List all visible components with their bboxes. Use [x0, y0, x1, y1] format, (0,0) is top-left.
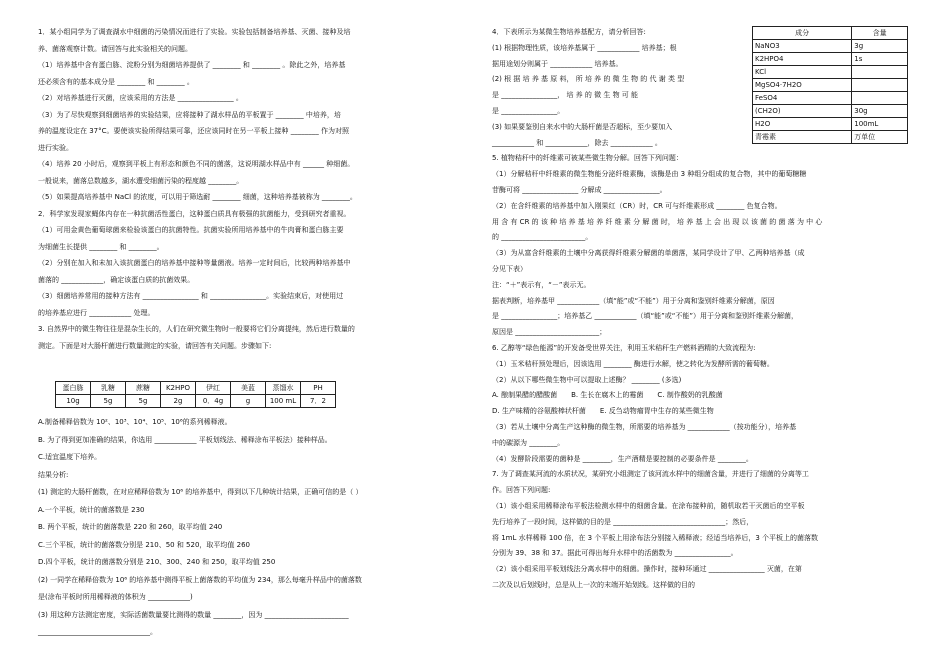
composition-cell: 青霉素	[753, 131, 852, 144]
text-line: 结果分析:	[38, 470, 69, 479]
text-line: B. 为了得到更加准确的结果，你选用 ____________ 平板划线法、稀释涂布平板法）接种样品。	[38, 435, 332, 444]
text-line: 1．某小组同学为了调查湖水中细菌的污染情况而进行了实验。实验包括制备培养基、灭菌、接种及培	[38, 28, 351, 36]
text-line: A.一个平板，统计的菌落数是 230	[38, 505, 145, 514]
text-line: 是 ________________， 培 养 的 微 生 物 可 能	[492, 91, 639, 100]
text-line: (1) 测定的大肠杆菌数，在对应稀释倍数为 10⁶ 的培养基中，得到以下几种统计结果，正确可信的是（ ）	[38, 488, 363, 496]
composition-header-cell: 成分	[753, 27, 852, 40]
text-line: 分见下表）	[492, 265, 527, 273]
text-line: （2）对培养基进行灭菌，应该采用的方法是 ________________ 。	[38, 94, 243, 102]
text-line: ________________________________。	[38, 628, 157, 636]
media-value-cell: 0．4g	[196, 395, 231, 408]
media-value-cell: 5g	[126, 395, 161, 408]
composition-cell: (CH2O)	[753, 105, 852, 118]
text-line: 为细菌生长提供 ________ 和 ________。	[38, 242, 164, 251]
composition-row	[753, 105, 908, 118]
text-line: (3) 如果要鉴别自来水中的大肠杆菌是否超标，至少要加入	[492, 122, 673, 131]
composition-cell: 30g	[852, 105, 908, 118]
media-value-cell: 2g	[161, 395, 196, 408]
text-line: 的 ________________________。	[492, 233, 593, 242]
composition-row	[753, 40, 908, 53]
text-line: （5）如果提高培养基中 NaCl 的浓度，可以用于筛选耐 ________ 细菌，这种培养基被称为 ________。	[38, 193, 357, 201]
composition-cell: KCl	[753, 66, 852, 79]
text-line: C.适宜温度下培养。	[38, 453, 102, 461]
composition-row	[753, 92, 908, 105]
composition-header-cell: 含量	[852, 27, 908, 40]
text-line: 5. 植物秸秆中的纤维素可被某些微生物分解。回答下列问题：	[492, 154, 683, 163]
composition-cell: 1s	[852, 53, 908, 66]
composition-row	[753, 66, 908, 79]
text-line: 是 ________________；培养基乙 ____________（填“能”或“不能”）用于分离和鉴别纤维素分解菌，	[492, 312, 798, 321]
composition-cell: FeSO4	[753, 92, 852, 105]
text-line: (1) 根据物理性质，该培养基属于 ____________ 培养基；根	[492, 43, 677, 52]
text-line: 原因是 ________________________；	[492, 328, 607, 337]
text-line: D. 生产味精的谷氨酸棒状杆菌 E. 反刍动物瘤胃中生存的某些微生物	[492, 407, 714, 416]
text-line: 作。回答下列问题:	[492, 486, 551, 495]
text-line: 养的温度设定在 37°C。要使该实验所得结果可靠，还应该同时在另一平板上接种 ________ 作为对照	[38, 127, 349, 135]
media-value-cell: 10g	[56, 395, 91, 408]
media-header-cell: PH	[301, 382, 336, 395]
text-line: （2）该小组采用平板划线法分离水样中的细菌。操作时，接种环通过 ________________ 灭菌，在第	[492, 565, 802, 574]
text-line: （2）在含纤维素的培养基中加入刚果红（CR）时，CR 可与纤维素形成 ________ 色复合物。	[492, 201, 782, 210]
composition-row	[753, 118, 908, 131]
media-header-cell: 美蓝	[231, 382, 266, 395]
text-line: (3) 用这种方法测定密度，实际活菌数量要比测得的数量 ________，因为 ________________________	[38, 610, 349, 619]
text-line: 7. 为了调查某河流的水质状况，某研究小组测定了该河流水样中的细菌含量，并进行了细菌的分离等工	[492, 470, 809, 479]
text-line: 是 ________________。	[492, 107, 565, 115]
text-line: （3）为了尽快观察到细菌培养的实验结果，应将接种了湖水样品的平板置于 ________ 中培养，培	[38, 110, 341, 119]
composition-cell: K2HPO4	[753, 53, 852, 66]
text-line: 二次及以后划线时，总是从上一次的末端开始划线。这样做的目的	[492, 581, 695, 589]
composition-cell	[852, 79, 908, 92]
text-line: 4．下表所示为某微生物培养基配方，请分析回答:	[492, 28, 646, 36]
text-line: 先行培养了一段时间，这样做的目的是 ________________________________；然后，	[492, 517, 754, 526]
text-line: 是(涂布平板时所用稀释液的体积为 ____________)	[38, 593, 193, 601]
text-line: 中的碳源为 ________。	[492, 438, 565, 447]
composition-cell: 万单位	[852, 131, 908, 144]
media-header-cell: 伊红	[196, 382, 231, 395]
text-line: （4）发酵阶段需要的菌种是 ________，生产酒精是要控制的必要条件是 ________。	[492, 454, 753, 463]
composition-cell	[852, 66, 908, 79]
composition-cell: H2O	[753, 118, 852, 131]
text-line: （1）分解秸秆中纤维素的微生物能分泌纤维素酶，该酶是由 3 种组分组成的复合物，其中的葡萄糖糖	[492, 170, 807, 179]
text-line: 注：“＋”表示有，“－”表示无。	[492, 280, 591, 289]
composition-table-header-row	[753, 27, 908, 40]
text-line: 养、菌落观察计数。请回答与此实验相关的问题。	[38, 44, 192, 53]
composition-table	[752, 26, 908, 144]
text-line: （3）若从土壤中分离生产这种酶的微生物，所需要的培养基为 ____________（按功能分），培养基	[492, 423, 797, 431]
media-value-cell: g	[231, 395, 266, 408]
text-line: 据表判断，培养基甲 ____________（填“能”或“不能”）用于分离和鉴别纤维素分解菌，原因	[492, 296, 775, 305]
text-line: （2）分别在加入和未加入该抗菌蛋白的培养基中接种等量菌液。培养一定时间后，比较两种培养基中	[38, 259, 351, 267]
media-header-cell: 蛋白胨	[56, 382, 91, 395]
text-line: 进行实验。	[38, 143, 73, 152]
text-line: 菌落的 ____________，确定该蛋白质的抗菌效果。	[38, 275, 195, 284]
media-header-cell: 蒸馏水	[266, 382, 301, 395]
text-line: （1）培养基中含有蛋白胨、淀粉分别为细菌培养提供了 ________ 和 ________ 。除此之外，培养基	[38, 61, 346, 69]
text-line: 据用途划分则属于 ____________ 培养基。	[492, 59, 623, 68]
text-line: B. 两个平板，统计的菌落数是 220 和 260，取平均值 240	[38, 523, 223, 531]
text-line: 将 1mL 水样稀释 100 倍，在 3 个平板上用涂布法分别接入稀释液；经适当培养后，3 个平板上的菌落数	[492, 533, 819, 542]
media-value-cell: 7．2	[301, 395, 336, 408]
composition-cell: MgSO4·7H2O	[753, 79, 852, 92]
text-line: 用 含 有 CR 的 该 种 培 养 基 培 养 纤 维 素 分 解 菌 时， 培 养 基 上 会 出 现 以 该 菌 的 菌 落 为 中 心	[492, 217, 823, 226]
text-line: （2）从以下哪些微生物中可以提取上述酶？ ________ (多选)	[492, 375, 682, 384]
text-line: 一般说来，菌落总数越多，湖水遭受细菌污染的程度越 ________。	[38, 176, 244, 185]
media-header-cell: 蔗糖	[126, 382, 161, 395]
text-line: A.制备稀释倍数为 10²、10³、10⁴、10⁵、10⁶的系列稀释液。	[38, 418, 232, 426]
text-line: 分别为 39、38 和 37。据此可得出每升水样中的活菌数为 ________________。	[492, 549, 738, 558]
text-line: （3）为从富含纤维素的土壤中分离获得纤维素分解菌的单菌落，某同学设计了甲、乙两种培养基（成	[492, 249, 805, 258]
media-table	[55, 381, 336, 408]
composition-row	[753, 53, 908, 66]
composition-cell: NaNO3	[753, 40, 852, 53]
text-line: 测定。下面是对大肠杆菌进行数量测定的实验，请回答有关问题。步骤如下:	[38, 341, 272, 350]
text-line: 2．科学家发现家蝇体内存在一种抗菌活性蛋白，这种蛋白质具有极强的抗菌能力，受到研究者重视。	[38, 209, 351, 218]
text-line: （1）玉米秸秆预处理后，因该选用 ________ 酶进行水解，使之转化为发酵所需的葡萄糖。	[492, 359, 774, 368]
text-line: 的培养基应进行 ____________ 处理。	[38, 308, 155, 317]
text-line: D.四个平板，统计的菌落数分别是 210、300、240 和 250，取平均值 250	[38, 558, 276, 566]
text-line: ____________ 和 ____________，除去 ____________ 。	[492, 138, 662, 147]
composition-cell: 100mL	[852, 118, 908, 131]
composition-cell	[852, 92, 908, 105]
media-header-cell: 乳糖	[91, 382, 126, 395]
text-line: （1）可用金黄色葡萄球菌来检验该蛋白的抗菌特性。抗菌实验所用培养基中的牛肉膏和蛋白胨主要	[38, 226, 344, 234]
text-line: C.三个平板，统计的菌落数分别是 210、50 和 520，取平均值 260	[38, 540, 251, 549]
text-line: 苷酶可将 ________________ 分解成 ________________。	[492, 186, 667, 194]
media-table-value-row	[56, 395, 336, 408]
composition-cell: 3g	[852, 40, 908, 53]
text-line: A. 酿制果醋的醋酸菌 B. 生长在腐木上的霉菌 C. 制作酸奶的乳酸菌	[492, 391, 723, 400]
text-line: （3）细菌培养常用的接种方法有 ________________ 和 ________________。实验结束后，对使用过	[38, 292, 344, 300]
text-line: (2) 一同学在稀释倍数为 10⁶ 的培养基中测得平板上菌落数的平均值为 234，那么每毫升样品中的菌落数	[38, 575, 362, 584]
text-line: 还必须含有的基本成分是 ________ 和 ________ 。	[38, 77, 194, 86]
media-table-header-row	[56, 382, 336, 395]
composition-row	[753, 79, 908, 92]
text-line: 3. 自然界中的微生物往往是混杂生长的，人们在研究微生物时一般要将它们分离提纯，然后进行数量的	[38, 325, 355, 333]
composition-row	[753, 131, 908, 144]
text-line: 6. 乙醇等“绿色能源”的开发备受世界关注，利用玉米秸秆生产燃料酒精的大致流程为:	[492, 344, 756, 352]
text-line: （1）该小组采用稀释涂布平板法检测水样中的细菌含量。在涂布接种前，随机取若干灭菌后的空平板	[492, 502, 805, 510]
text-line: （4）培养 20 小时后，观察到平板上有形态和颜色不同的菌落，这说明湖水样品中有 ______ 种细菌。	[38, 160, 355, 168]
media-value-cell: 100 mL	[266, 395, 301, 408]
media-header-cell: K2HPO	[161, 382, 196, 395]
media-value-cell: 5g	[91, 395, 126, 408]
text-line: (2) 根 据 培 养 基 原 料， 所 培 养 的 微 生 物 的 代 谢 类 型	[492, 75, 685, 84]
